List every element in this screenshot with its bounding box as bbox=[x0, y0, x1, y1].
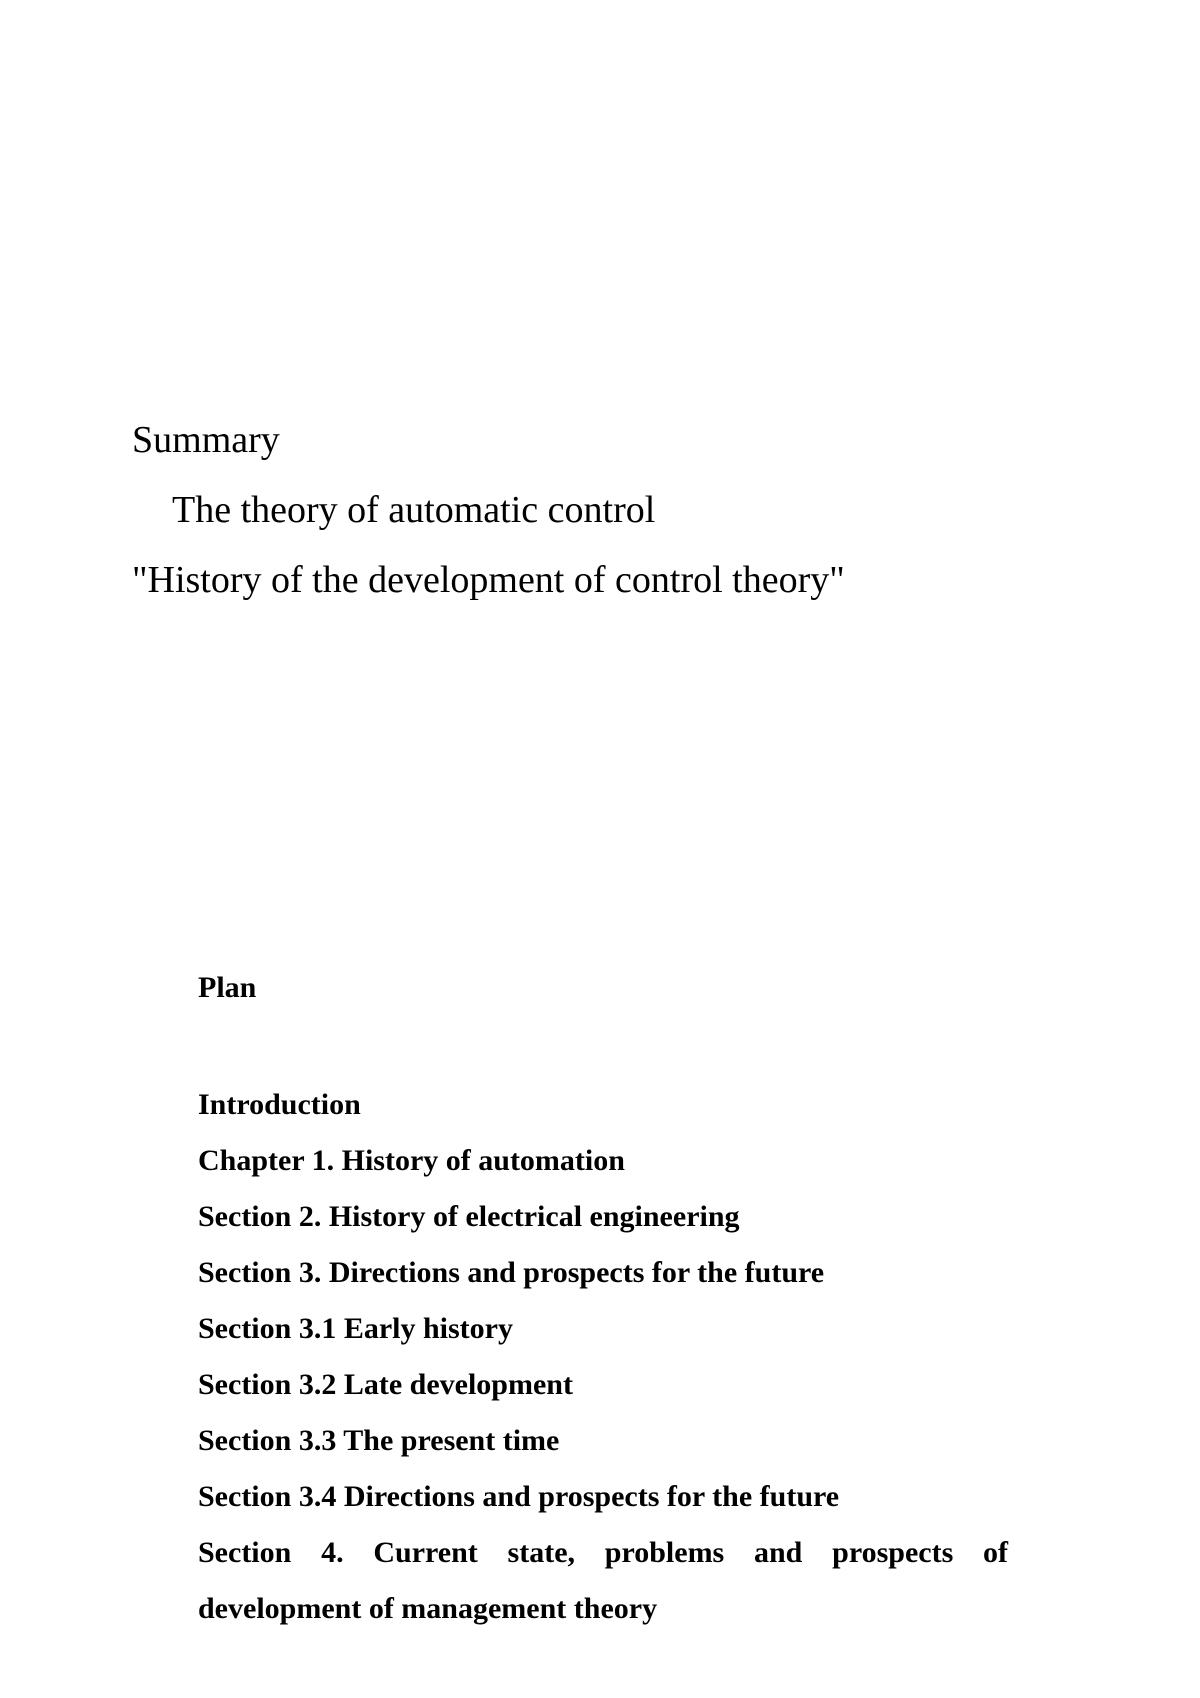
plan-item-section-4 bbox=[198, 1525, 1008, 1637]
plan-item-section-3: Section 3. Directions and prospects for the future bbox=[198, 1256, 825, 1289]
plan-item-chapter-1: Chapter 1. History of automation bbox=[198, 1144, 625, 1177]
plan-item-section-3-1: Section 3.1 Early history bbox=[198, 1312, 513, 1345]
document-title: "History of the development of control theory" bbox=[132, 559, 845, 601]
plan-list bbox=[198, 1077, 1008, 1637]
plan-item-section-3-2: Section 3.2 Late development bbox=[198, 1368, 573, 1401]
plan-heading: Plan bbox=[198, 971, 257, 1004]
title-block bbox=[132, 405, 1032, 615]
plan-item-section-2: Section 2. History of electrical engineering bbox=[198, 1200, 740, 1233]
subject-line: The theory of automatic control bbox=[172, 489, 656, 531]
plan-item-section-3-3: Section 3.3 The present time bbox=[198, 1424, 560, 1457]
plan-item-introduction: Introduction bbox=[198, 1088, 361, 1121]
summary-label: Summary bbox=[132, 419, 280, 461]
plan-item-section-4-line-2: development of management theory bbox=[198, 1592, 658, 1625]
plan-item-section-4-line-1: Section 4. Current state, problems and prospects of bbox=[198, 1536, 1008, 1569]
plan-item-section-3-4: Section 3.4 Directions and prospects for the future bbox=[198, 1480, 840, 1513]
